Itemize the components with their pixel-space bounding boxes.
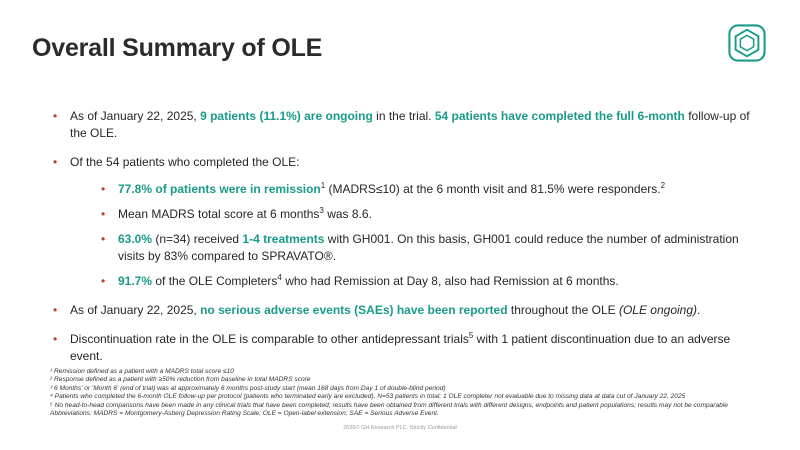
text: As of January 22, 2025, xyxy=(70,303,201,317)
footnotes xyxy=(50,368,770,418)
bullet-completed-patients xyxy=(50,154,760,171)
footnote-2: ² Response defined as a patient with ≥50% reduction from baseline in total MADRS score xyxy=(50,376,311,384)
footnote-ref: 3 xyxy=(319,206,324,215)
text: of the OLE Completers xyxy=(152,274,278,288)
footnote-ref: 5 xyxy=(468,331,474,340)
abbreviations: Abbreviations: MADRS = Montgomery-Åsberg Depression Rating Scale; OLE = Open-label extension; SAE = Serious Adverse Event. xyxy=(50,410,439,418)
sub-bullets xyxy=(50,181,760,290)
footnote-ref: 4 xyxy=(277,273,282,282)
highlight-no-saes: no serious adverse events (SAEs) have been reported xyxy=(200,303,508,317)
text: As of January 22, 2025, xyxy=(70,109,201,123)
highlight-percent: 63.0% xyxy=(118,232,153,246)
text: with GH001. On this basis, GH001 could reduce the number of administration visits by 83% compared to SPRAVATO®. xyxy=(118,232,739,263)
italic-note: (OLE ongoing) xyxy=(618,303,698,317)
sub-bullet-treatments xyxy=(98,231,760,265)
bullet-saes xyxy=(50,302,760,319)
footnote-3: ³ 6 Months' or 'Month 6' (end of trial) was at approximately 6 months post-study start (mean 168 days from Day 1 of double-blind period) xyxy=(50,384,446,392)
highlight-treatments: 1-4 treatments xyxy=(242,232,325,246)
footnote-5: ⁵ No head-to-head comparisons have been made in any clinical trials that have been completed; results have been obtained from different trials with different designs, endpoints and patient populations; results may not be comparable xyxy=(50,401,728,409)
text: in the trial. xyxy=(372,109,435,123)
sub-bullet-remission xyxy=(98,181,760,198)
highlight-remission: 77.8% of patients were in remission xyxy=(118,182,321,196)
sub-bullet-madrs xyxy=(98,206,760,223)
highlight-percent: 91.7% xyxy=(118,274,153,288)
text: with 1 patient discontinuation due to an adverse event. xyxy=(70,332,731,363)
text: was 8.6. xyxy=(323,207,372,221)
text: (n=34) received xyxy=(152,232,243,246)
text: Of the 54 patients who completed the OLE: xyxy=(70,155,300,169)
footnote-4: ⁴ Patients who completed the 6-month OLE follow-up per protocol (patients who terminated early are excluded), N=53 patients in total; 1 OLE completer not evaluable due to missing data at data cut of January 22, 2025 xyxy=(50,393,686,401)
text: . xyxy=(697,303,701,317)
highlight-ongoing: 9 patients (11.1%) are ongoing xyxy=(200,109,373,123)
text: (MADRS≤10) at the 6 month visit and 81.5% were responders. xyxy=(325,182,661,196)
bullet-discontinuation xyxy=(50,331,760,365)
footnote-1: ¹ Remission defined as a patient with a MADRS total score ≤10 xyxy=(50,368,234,375)
text: who had Remission at Day 8, also had Remission at 6 months. xyxy=(281,274,619,288)
footnote-ref: 1 xyxy=(320,181,326,190)
text: Mean MADRS total score at 6 months xyxy=(118,207,320,221)
highlight-completed: 54 patients have completed the full 6-month xyxy=(434,109,685,123)
text: Discontinuation rate in the OLE is comparable to other antidepressant trials xyxy=(70,332,469,346)
text: follow-up of the OLE. xyxy=(70,109,750,140)
gh-research-logo-icon xyxy=(728,24,766,62)
page-title: Overall Summary of OLE xyxy=(32,34,323,62)
confidential-notice: 2025© GH Research PLC. Strictly Confidential xyxy=(343,425,457,431)
sub-bullet-completers xyxy=(98,273,760,290)
footnote-ref: 2 xyxy=(660,181,666,190)
text: throughout the OLE xyxy=(507,303,619,317)
summary-content xyxy=(50,108,760,377)
bullet-ongoing-patients xyxy=(50,108,760,142)
